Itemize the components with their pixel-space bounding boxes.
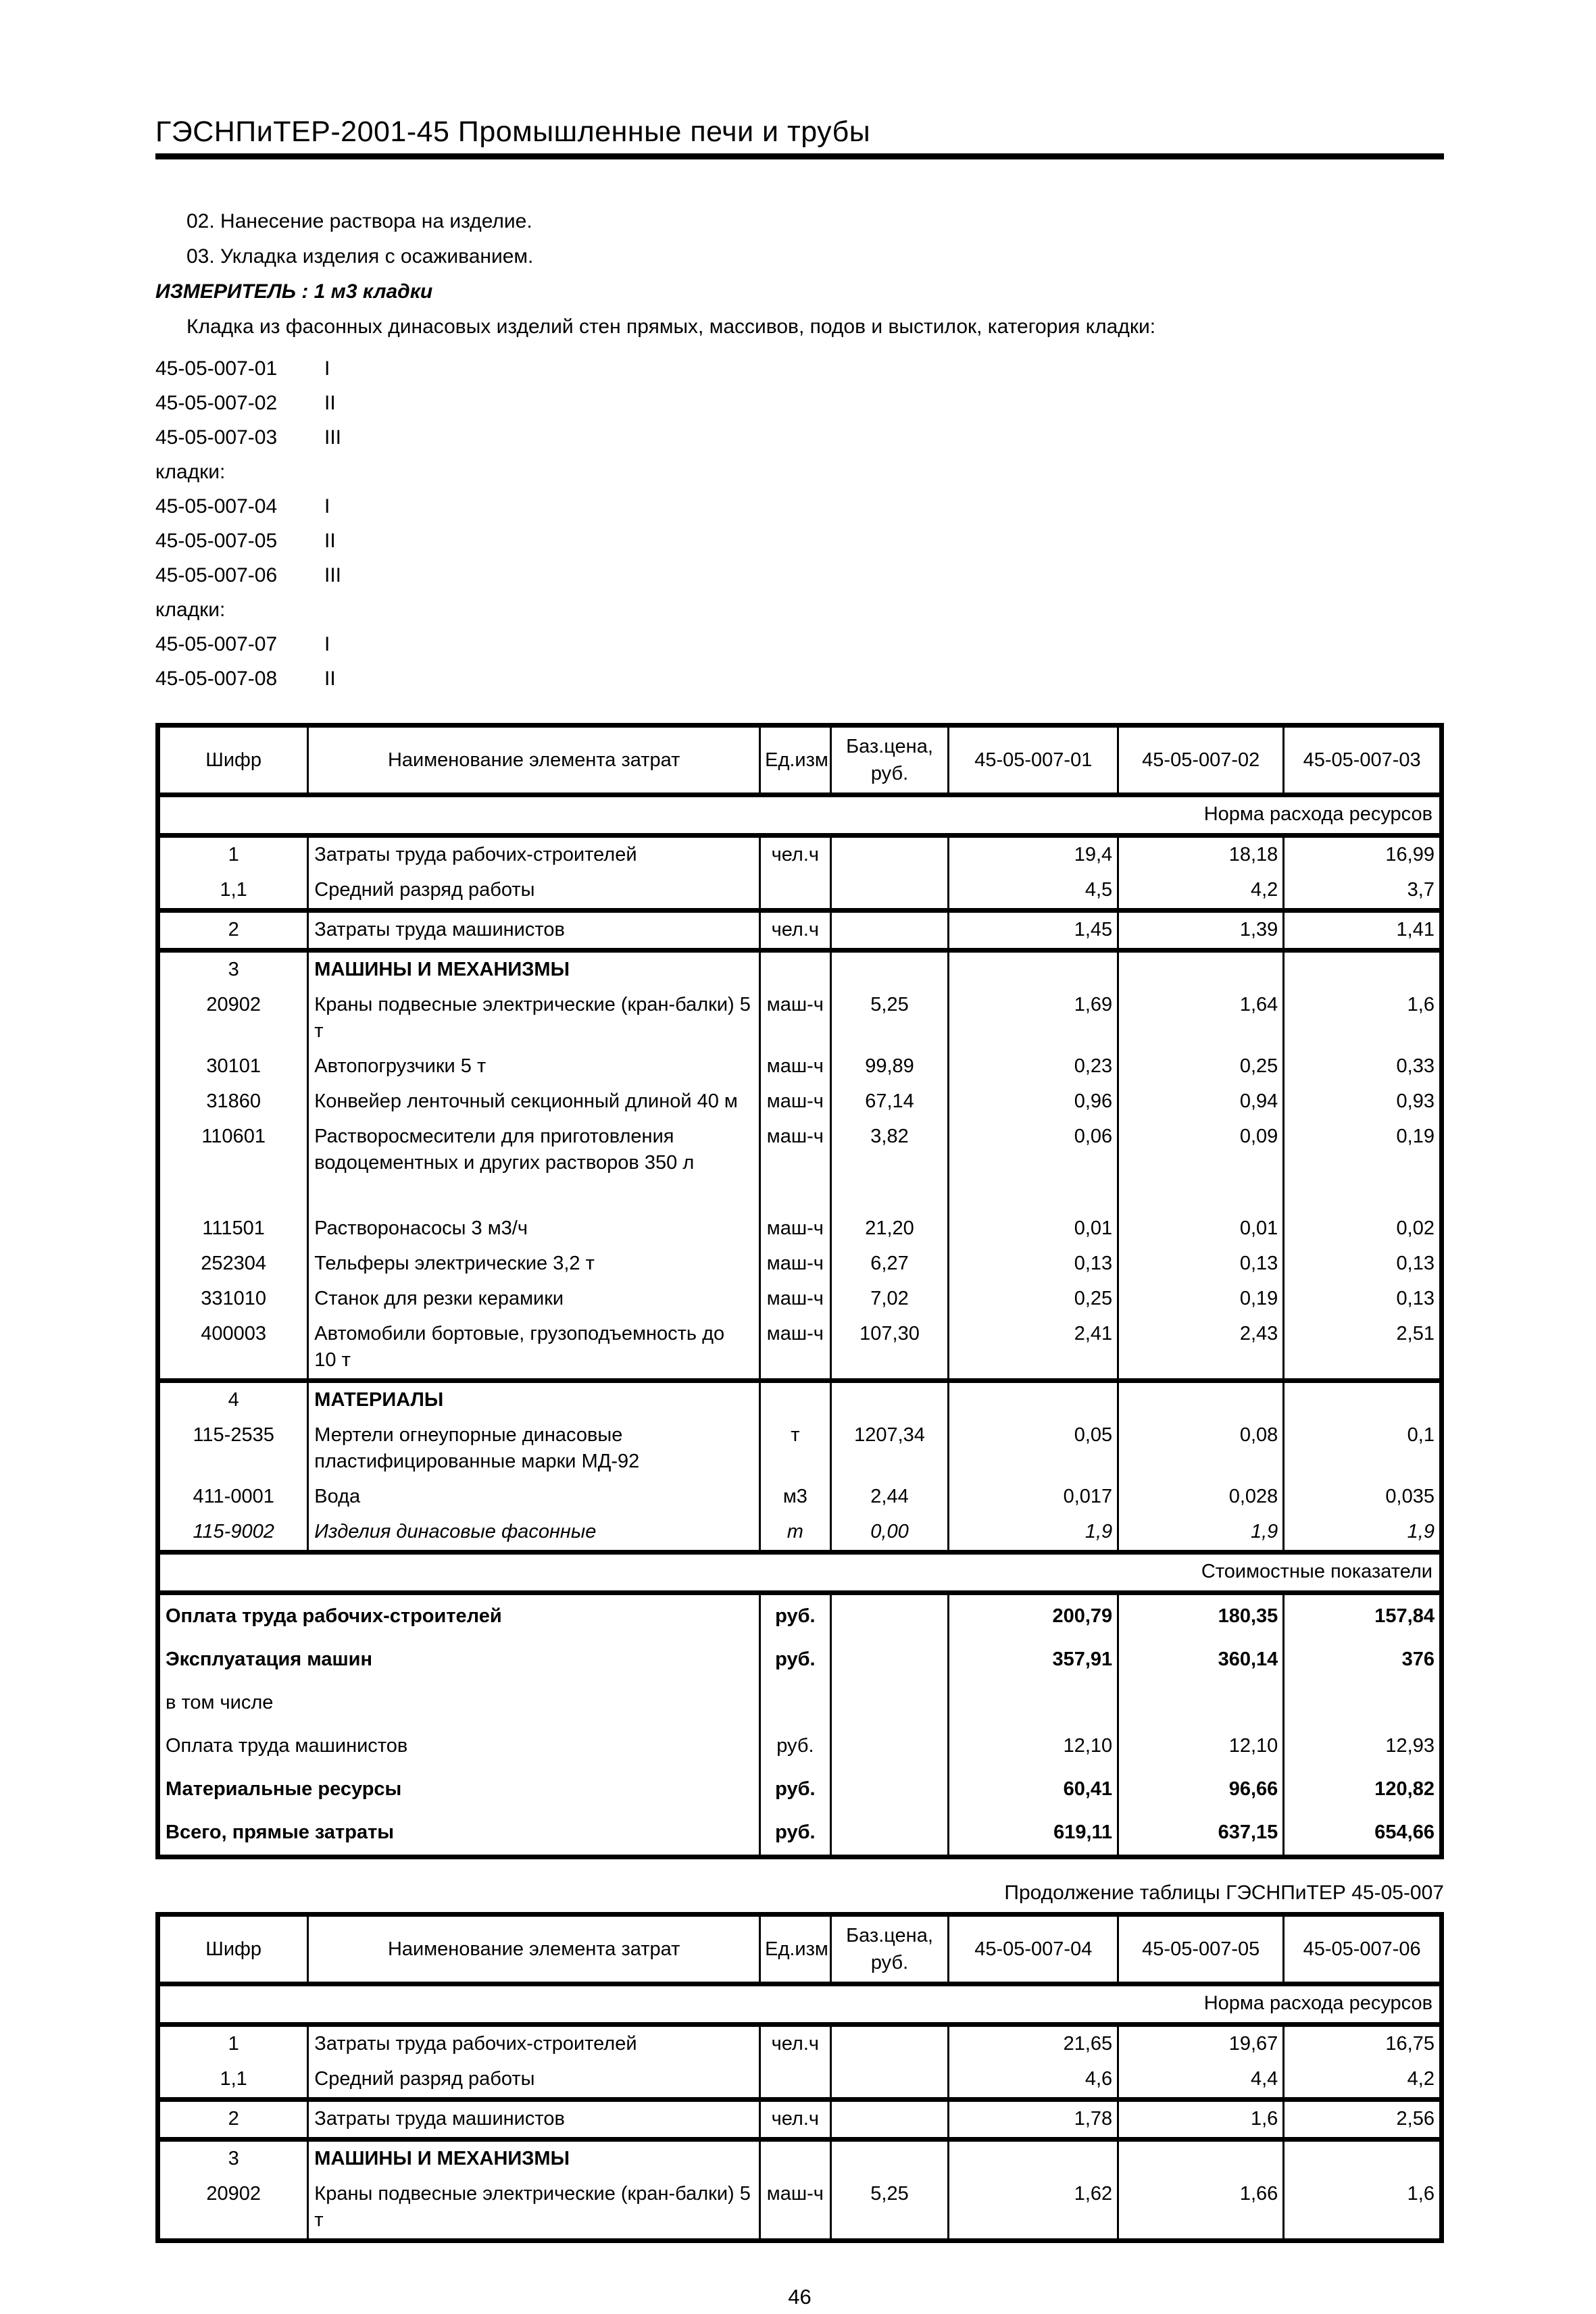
cell-unit: чел.ч — [760, 836, 830, 874]
code-category: II — [324, 392, 336, 414]
cell-unit: м3 — [760, 1480, 830, 1515]
cell-name: Затраты труда рабочих-строителей — [308, 836, 760, 874]
table-row — [158, 2025, 1442, 2063]
column-header-code: Шифр — [158, 726, 308, 795]
cell-unit: руб. — [760, 1638, 830, 1682]
cell-value-2: 12,10 — [1118, 1725, 1284, 1768]
section-row-materials — [158, 1381, 1442, 1419]
cell-unit: руб. — [760, 1811, 830, 1857]
cell-value-3 — [1284, 2140, 1442, 2178]
cell-code: 252304 — [158, 1247, 308, 1282]
table-row — [158, 1418, 1442, 1480]
cell-code: 1 — [158, 836, 308, 874]
cell-value-1: 19,4 — [949, 836, 1118, 874]
cell-value-3: 2,51 — [1284, 1317, 1442, 1381]
cell-value-1: 1,9 — [949, 1515, 1118, 1553]
cell-unit: чел.ч — [760, 911, 830, 951]
cell-price: 99,89 — [830, 1049, 949, 1084]
cell-value-2: 0,028 — [1118, 1480, 1284, 1515]
cost-label: Материальные ресурсы — [158, 1768, 760, 1811]
block-cost-indicators — [158, 1593, 1442, 1857]
cost-row — [158, 1638, 1442, 1682]
cell-name: Конвейер ленточный секционный длиной 40 м — [308, 1084, 760, 1120]
cell-unit: маш-ч — [760, 1084, 830, 1120]
cell-price: 5,25 — [830, 2177, 949, 2241]
cost-caption: Стоимостные показатели — [1201, 1561, 1432, 1582]
code-item — [155, 351, 1444, 386]
cost-row — [158, 1682, 1442, 1725]
cell-value-2: 19,67 — [1118, 2025, 1284, 2063]
cell-code: 31860 — [158, 1084, 308, 1120]
norm-caption-band — [158, 1984, 1442, 2025]
cell-code: 4 — [158, 1381, 308, 1419]
column-header-c3: 45-05-007-06 — [1284, 1915, 1442, 1984]
cell-value-3: 12,93 — [1284, 1725, 1442, 1768]
cell-code: 1,1 — [158, 2062, 308, 2100]
block-materials — [158, 1381, 1442, 1553]
cell-code: 2 — [158, 2100, 308, 2140]
cell-value-3: 157,84 — [1284, 1593, 1442, 1639]
cost-row — [158, 1811, 1442, 1857]
column-header-c1: 45-05-007-04 — [949, 1915, 1118, 1984]
continuation-caption: Продолжение таблицы ГЭСНПиТЕР 45-05-007 — [1004, 1882, 1444, 1904]
cost-row — [158, 1593, 1442, 1639]
cell-price: 2,44 — [830, 1480, 949, 1515]
cell-value-1: 1,62 — [949, 2177, 1118, 2241]
cell-unit — [760, 1381, 830, 1419]
cell-value-2: 0,94 — [1118, 1084, 1284, 1120]
code-text: кладки: — [155, 599, 226, 621]
cell-price — [830, 873, 949, 911]
cell-price — [830, 836, 949, 874]
code-item — [155, 455, 1444, 489]
code-text: 45-05-007-01 — [155, 357, 278, 380]
column-header-price: Баз.цена, руб. — [830, 726, 949, 795]
table-row — [158, 1282, 1442, 1317]
cell-value-3: 120,82 — [1284, 1768, 1442, 1811]
cell-unit: руб. — [760, 1593, 830, 1639]
cell-value-2: 637,15 — [1118, 1811, 1284, 1857]
cell-price — [830, 2062, 949, 2100]
cell-name: Краны подвесные электрические (кран-балки) 5 т — [308, 988, 760, 1049]
code-category: II — [324, 530, 336, 552]
cell-value-1: 357,91 — [949, 1638, 1118, 1682]
header-rule — [155, 153, 1444, 159]
cell-value-3: 0,13 — [1284, 1282, 1442, 1317]
block-machines — [158, 951, 1442, 1381]
cell-value-2 — [1118, 951, 1284, 988]
code-item — [155, 627, 1444, 661]
table-row — [158, 836, 1442, 874]
cell-unit — [760, 2062, 830, 2100]
cell-value-2: 2,43 — [1118, 1317, 1284, 1381]
code-text: кладки: — [155, 461, 226, 483]
table2-header — [158, 1915, 1442, 1984]
column-header-c3: 45-05-007-03 — [1284, 726, 1442, 795]
cell-value-1: 0,05 — [949, 1418, 1118, 1480]
cost-caption-row — [158, 1553, 1442, 1593]
cost-row — [158, 1725, 1442, 1768]
code-category: III — [324, 426, 342, 449]
cell-value-3: 16,99 — [1284, 836, 1442, 874]
cell-price: 5,25 — [830, 988, 949, 1049]
cell-price: 1207,34 — [830, 1418, 949, 1480]
cell-unit: m — [760, 1515, 830, 1553]
cell-name: Станок для резки керамики — [308, 1282, 760, 1317]
cell-unit: маш-ч — [760, 1247, 830, 1282]
cell-code: 2 — [158, 911, 308, 951]
cell-unit: маш-ч — [760, 1120, 830, 1211]
cell-price: 21,20 — [830, 1211, 949, 1247]
cell-name: Растворосмесители для приготовления водоцементных и других растворов 350 л — [308, 1120, 760, 1211]
cell-unit: маш-ч — [760, 1211, 830, 1247]
cell-value-3 — [1284, 951, 1442, 988]
cost-caption-band — [158, 1553, 1442, 1593]
code-item — [155, 524, 1444, 558]
code-category: II — [324, 668, 336, 690]
cell-unit: маш-ч — [760, 988, 830, 1049]
intro-line-03: 03. Укладка изделия с осаживанием. — [186, 245, 534, 268]
block-labor — [158, 2025, 1442, 2100]
cost-label: в том числе — [158, 1682, 760, 1725]
cell-value-1: 1,69 — [949, 988, 1118, 1049]
cell-code: 3 — [158, 2140, 308, 2178]
cell-value-1: 0,01 — [949, 1211, 1118, 1247]
cell-unit: руб. — [760, 1725, 830, 1768]
table-row — [158, 873, 1442, 911]
cell-name: Тельферы электрические 3,2 т — [308, 1247, 760, 1282]
cell-price — [830, 2100, 949, 2140]
column-header-unit: Ед.изм — [760, 726, 830, 795]
cell-value-3: 376 — [1284, 1638, 1442, 1682]
cell-value-3: 0,33 — [1284, 1049, 1442, 1084]
cell-value-3 — [1284, 1682, 1442, 1725]
cell-value-2: 0,25 — [1118, 1049, 1284, 1084]
table-row — [158, 1247, 1442, 1282]
cell-value-1: 4,6 — [949, 2062, 1118, 2100]
cell-price — [830, 1381, 949, 1419]
table-row — [158, 2177, 1442, 2241]
table-row — [158, 1317, 1442, 1381]
cell-value-1 — [949, 1682, 1118, 1725]
cell-price — [830, 951, 949, 988]
page-title: ГЭСНПиТЕР-2001-45 Промышленные печи и трубы — [155, 116, 871, 148]
column-header-name: Наименование элемента затрат — [308, 726, 760, 795]
intro-line-02: 02. Нанесение раствора на изделие. — [186, 210, 532, 232]
cell-value-2: 0,13 — [1118, 1247, 1284, 1282]
cell-code: 20902 — [158, 988, 308, 1049]
cell-code: 400003 — [158, 1317, 308, 1381]
code-category: I — [324, 633, 330, 655]
header-row — [158, 1915, 1442, 1984]
cell-value-3: 1,41 — [1284, 911, 1442, 951]
cell-value-1: 0,13 — [949, 1247, 1118, 1282]
code-text: 45-05-007-07 — [155, 633, 278, 655]
cell-name: Мертели огнеупорные динасовые пластифицированные марки МД-92 — [308, 1418, 760, 1480]
code-item — [155, 593, 1444, 627]
column-header-c2: 45-05-007-02 — [1118, 726, 1284, 795]
cell-value-1: 200,79 — [949, 1593, 1118, 1639]
cell-value-3: 2,56 — [1284, 2100, 1442, 2140]
cell-price — [830, 2140, 949, 2178]
cell-name: Растворонасосы 3 м3/ч — [308, 1211, 760, 1247]
cell-value-3: 1,6 — [1284, 988, 1442, 1049]
column-header-unit: Ед.изм — [760, 1915, 830, 1984]
norm-caption-band — [158, 795, 1442, 836]
cell-value-2: 1,66 — [1118, 2177, 1284, 2241]
cell-price — [830, 1593, 949, 1639]
cell-value-1: 4,5 — [949, 873, 1118, 911]
cell-value-3: 0,1 — [1284, 1418, 1442, 1480]
norm-table-2 — [155, 1912, 1444, 2243]
cell-value-2: 0,19 — [1118, 1282, 1284, 1317]
cell-name: МАШИНЫ И МЕХАНИЗМЫ — [308, 2140, 760, 2178]
block-machinists — [158, 2100, 1442, 2140]
cell-value-3: 4,2 — [1284, 2062, 1442, 2100]
norm-caption: Норма расхода ресурсов — [1203, 1992, 1432, 2014]
cell-value-1: 1,78 — [949, 2100, 1118, 2140]
cell-name: Затраты труда машинистов — [308, 911, 760, 951]
cell-unit: маш-ч — [760, 1317, 830, 1381]
code-text: 45-05-007-02 — [155, 392, 278, 414]
description-line: Кладка из фасонных динасовых изделий стен прямых, массивов, подов и выстилок, категория кладки: — [186, 316, 1156, 338]
cell-value-2 — [1118, 1682, 1284, 1725]
cell-name: МАТЕРИАЛЫ — [308, 1381, 760, 1419]
section-row-machines — [158, 2140, 1442, 2178]
table-row — [158, 1049, 1442, 1084]
cell-value-2: 18,18 — [1118, 836, 1284, 874]
cell-unit: чел.ч — [760, 2100, 830, 2140]
cell-unit: чел.ч — [760, 2025, 830, 2063]
cell-value-1: 0,06 — [949, 1120, 1118, 1211]
cell-value-2: 360,14 — [1118, 1638, 1284, 1682]
cell-value-1: 0,23 — [949, 1049, 1118, 1084]
cell-price — [830, 1725, 949, 1768]
code-item — [155, 386, 1444, 420]
cell-value-3: 1,6 — [1284, 2177, 1442, 2241]
cell-value-3: 0,19 — [1284, 1120, 1442, 1211]
cell-value-3: 654,66 — [1284, 1811, 1442, 1857]
cell-price: 6,27 — [830, 1247, 949, 1282]
cell-value-1 — [949, 1381, 1118, 1419]
cell-value-1: 0,25 — [949, 1282, 1118, 1317]
cell-value-1: 1,45 — [949, 911, 1118, 951]
cell-value-3: 3,7 — [1284, 873, 1442, 911]
cell-value-2 — [1118, 2140, 1284, 2178]
cell-unit: маш-ч — [760, 2177, 830, 2241]
code-text: 45-05-007-04 — [155, 495, 278, 518]
code-text: 45-05-007-03 — [155, 426, 278, 449]
table-row — [158, 1120, 1442, 1211]
cell-value-3: 16,75 — [1284, 2025, 1442, 2063]
cell-name: Краны подвесные электрические (кран-балки) 5 т — [308, 2177, 760, 2241]
cell-value-2: 0,01 — [1118, 1211, 1284, 1247]
table-row — [158, 1084, 1442, 1120]
cell-price: 67,14 — [830, 1084, 949, 1120]
table-row — [158, 2062, 1442, 2100]
cell-code: 411-0001 — [158, 1480, 308, 1515]
column-header-c1: 45-05-007-01 — [949, 726, 1118, 795]
cell-code: 20902 — [158, 2177, 308, 2241]
cell-price — [830, 1811, 949, 1857]
cell-value-2: 1,6 — [1118, 2100, 1284, 2140]
norm-caption-row — [158, 795, 1442, 836]
block-machinists — [158, 911, 1442, 951]
intro-section — [155, 204, 1444, 345]
cell-value-1: 2,41 — [949, 1317, 1118, 1381]
cell-name: МАШИНЫ И МЕХАНИЗМЫ — [308, 951, 760, 988]
cell-unit: руб. — [760, 1768, 830, 1811]
cell-name: Автопогрузчики 5 т — [308, 1049, 760, 1084]
cell-value-1: 60,41 — [949, 1768, 1118, 1811]
cost-row — [158, 1768, 1442, 1811]
cell-code: 115-2535 — [158, 1418, 308, 1480]
cell-code: 110601 — [158, 1120, 308, 1211]
table-row — [158, 911, 1442, 951]
cell-name: Автомобили бортовые, грузоподъемность до 10 т — [308, 1317, 760, 1381]
cell-name: Вода — [308, 1480, 760, 1515]
table-row — [158, 2100, 1442, 2140]
cell-code: 111501 — [158, 1211, 308, 1247]
cell-value-3: 0,02 — [1284, 1211, 1442, 1247]
measurer-line: ИЗМЕРИТЕЛЬ : 1 м3 кладки — [155, 280, 433, 303]
cell-value-2: 0,09 — [1118, 1120, 1284, 1211]
code-category: III — [324, 564, 342, 586]
cell-value-3: 0,93 — [1284, 1084, 1442, 1120]
column-header-code: Шифр — [158, 1915, 308, 1984]
table-row — [158, 988, 1442, 1049]
cell-value-2: 4,2 — [1118, 873, 1284, 911]
cell-value-1: 0,017 — [949, 1480, 1118, 1515]
cell-code: 1,1 — [158, 873, 308, 911]
cell-value-1 — [949, 951, 1118, 988]
cell-code: 331010 — [158, 1282, 308, 1317]
page-number: 46 — [788, 2285, 812, 2309]
block-labor — [158, 836, 1442, 911]
code-item — [155, 558, 1444, 593]
cell-value-2: 1,39 — [1118, 911, 1284, 951]
cell-price — [830, 911, 949, 951]
cost-label: Всего, прямые затраты — [158, 1811, 760, 1857]
code-list — [155, 351, 1444, 696]
cell-price: 7,02 — [830, 1282, 949, 1317]
cell-value-2: 180,35 — [1118, 1593, 1284, 1639]
cost-label: Оплата труда рабочих-строителей — [158, 1593, 760, 1639]
cell-unit: маш-ч — [760, 1049, 830, 1084]
cell-name: Затраты труда машинистов — [308, 2100, 760, 2140]
section-row-machines — [158, 951, 1442, 988]
code-text: 45-05-007-06 — [155, 564, 278, 586]
cell-value-2: 1,64 — [1118, 988, 1284, 1049]
cell-price: 3,82 — [830, 1120, 949, 1211]
cell-price — [830, 1682, 949, 1725]
cell-name: Средний разряд работы — [308, 873, 760, 911]
cell-code: 3 — [158, 951, 308, 988]
block-machines — [158, 2140, 1442, 2241]
code-item — [155, 420, 1444, 455]
cell-code: 1 — [158, 2025, 308, 2063]
cell-value-2: 96,66 — [1118, 1768, 1284, 1811]
table-row — [158, 1480, 1442, 1515]
header-row — [158, 726, 1442, 795]
cell-code: 115-9002 — [158, 1515, 308, 1553]
cell-name: Средний разряд работы — [308, 2062, 760, 2100]
cell-value-2: 4,4 — [1118, 2062, 1284, 2100]
cell-unit: маш-ч — [760, 1282, 830, 1317]
cell-code: 30101 — [158, 1049, 308, 1084]
table-row-unpriced — [158, 1515, 1442, 1553]
cost-label: Эксплуатация машин — [158, 1638, 760, 1682]
cell-value-2: 1,9 — [1118, 1515, 1284, 1553]
cell-unit — [760, 873, 830, 911]
cell-price — [830, 1768, 949, 1811]
code-category: I — [324, 357, 330, 380]
cell-value-3: 0,035 — [1284, 1480, 1442, 1515]
cell-value-1: 0,96 — [949, 1084, 1118, 1120]
norm-caption: Норма расхода ресурсов — [1203, 803, 1432, 825]
table-row — [158, 1211, 1442, 1247]
norm-caption-row — [158, 1984, 1442, 2025]
cell-price: 107,30 — [830, 1317, 949, 1381]
cell-name: Затраты труда рабочих-строителей — [308, 2025, 760, 2063]
cell-price — [830, 2025, 949, 2063]
cell-unit — [760, 1682, 830, 1725]
cell-value-3 — [1284, 1381, 1442, 1419]
cell-value-1: 21,65 — [949, 2025, 1118, 2063]
code-category: I — [324, 495, 330, 518]
cell-price: 0,00 — [830, 1515, 949, 1553]
cell-unit: т — [760, 1418, 830, 1480]
cell-value-1: 12,10 — [949, 1725, 1118, 1768]
code-text: 45-05-007-05 — [155, 530, 278, 552]
cell-name: Изделия динасовые фасонные — [308, 1515, 760, 1553]
cell-price — [830, 1638, 949, 1682]
norm-table-1 — [155, 723, 1444, 1859]
cell-value-2: 0,08 — [1118, 1418, 1284, 1480]
column-header-name: Наименование элемента затрат — [308, 1915, 760, 1984]
column-header-price: Баз.цена, руб. — [830, 1915, 949, 1984]
cell-value-2 — [1118, 1381, 1284, 1419]
code-item — [155, 661, 1444, 696]
cell-unit — [760, 2140, 830, 2178]
cell-value-1: 619,11 — [949, 1811, 1118, 1857]
cell-value-1 — [949, 2140, 1118, 2178]
column-header-c2: 45-05-007-05 — [1118, 1915, 1284, 1984]
cell-value-3: 0,13 — [1284, 1247, 1442, 1282]
cost-label: Оплата труда машинистов — [158, 1725, 760, 1768]
cell-unit — [760, 951, 830, 988]
code-text: 45-05-007-08 — [155, 668, 278, 690]
cell-value-3: 1,9 — [1284, 1515, 1442, 1553]
table1-header — [158, 726, 1442, 795]
code-item — [155, 489, 1444, 524]
